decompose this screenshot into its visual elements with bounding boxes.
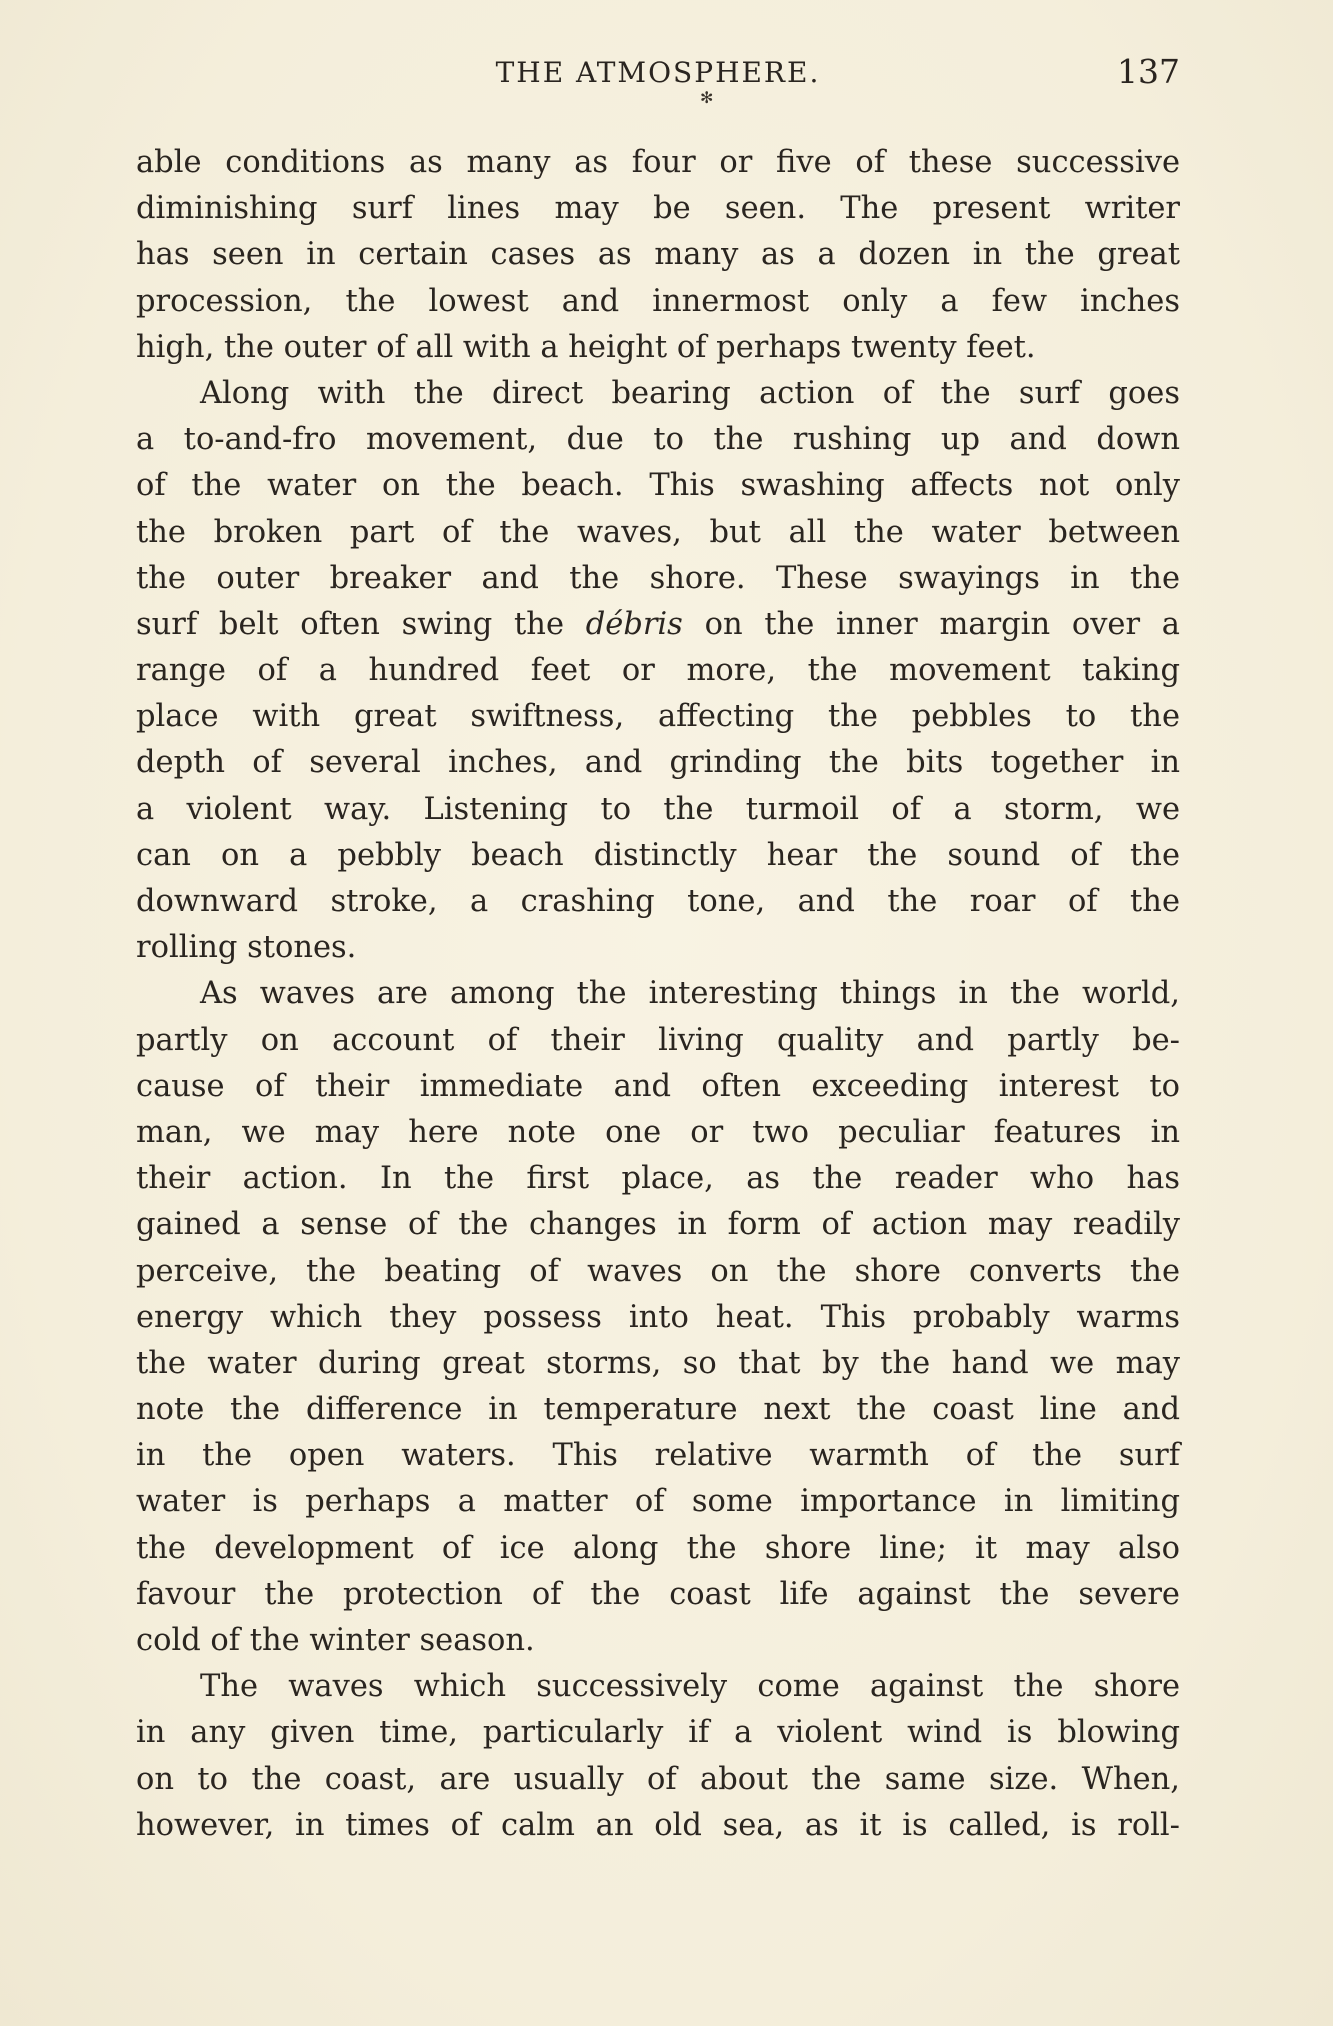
text-line: a to-and-fro movement, due to the rushing up and down — [136, 422, 1180, 458]
text-line: the broken part of the waves, but all the water between — [136, 514, 1180, 550]
text-line: however, in times of calm an old sea, as it is called, is roll- — [136, 1807, 1180, 1843]
page-number: 137 — [1117, 52, 1180, 91]
text-line — [136, 602, 1180, 648]
text-line: cold of the winter season. — [136, 1623, 535, 1658]
running-title: THE ATMOSPHERE. — [495, 56, 821, 89]
body-text — [136, 140, 1180, 1849]
text-line: place with great swiftness, affecting the pebbles to the — [136, 699, 1180, 735]
text-line: perceive, the beating of waves on the shore converts the — [136, 1253, 1180, 1289]
page-header — [136, 52, 1180, 107]
text-line: the outer breaker and the shore. These swayings in the — [136, 560, 1180, 596]
text-line: in the open waters. This relative warmth of the surf — [136, 1438, 1180, 1474]
text-line: in any given time, particularly if a violent wind is blowing — [136, 1715, 1180, 1751]
text-segment: surf belt often swing the — [136, 606, 586, 642]
text-line: cause of their immediate and often exceeding interest to — [136, 1068, 1180, 1104]
text-line: gained a sense of the changes in form of action may readily — [136, 1207, 1180, 1243]
text-line: has seen in certain cases as many as a dozen in the great — [136, 237, 1180, 273]
text-line: a violent way. Listening to the turmoil of a storm, we — [136, 791, 1180, 827]
printer-mark: ✻ — [700, 88, 714, 107]
text-line: note the difference in temperature next the coast line and — [136, 1392, 1180, 1428]
text-line: their action. In the first place, as the reader who has — [136, 1161, 1180, 1197]
text-line: the water during great storms, so that by the hand we may — [136, 1345, 1180, 1381]
text-line: Along with the direct bearing action of the surf goes — [200, 375, 1180, 411]
text-line: diminishing surf lines may be seen. The present writer — [136, 191, 1180, 227]
text-line: can on a pebbly beach distinctly hear the sound of the — [136, 837, 1180, 873]
text-line: partly on account of their living quality and partly be- — [136, 1022, 1180, 1058]
text-line: the development of ice along the shore line; it may also — [136, 1530, 1180, 1566]
text-line: man, we may here note one or two peculiar features in — [136, 1114, 1180, 1150]
text-line: on to the coast, are usually of about the same size. When, — [136, 1761, 1180, 1797]
text-line: of the water on the beach. This swashing affects not only — [136, 468, 1180, 504]
text-line: favour the protection of the coast life against the severe — [136, 1576, 1180, 1612]
text-line: able conditions as many as four or five of these successive — [136, 145, 1180, 180]
text-line: energy which they possess into heat. This probably warms — [136, 1299, 1180, 1335]
text-line: water is perhaps a matter of some importance in limiting — [136, 1484, 1180, 1520]
text-line: rolling stones. — [136, 930, 357, 966]
italic-word: débris — [585, 606, 683, 642]
text-line: The waves which successively come against the shore — [200, 1669, 1180, 1705]
text-line: procession, the lowest and innermost only a few inches — [136, 283, 1180, 319]
text-segment: on the inner margin over a — [682, 606, 1180, 642]
text-line: downward stroke, a crashing tone, and the roar of the — [136, 884, 1180, 919]
text-line: depth of several inches, and grinding the bits together in — [136, 745, 1180, 781]
text-line: As waves are among the interesting things in the world, — [200, 976, 1180, 1012]
text-line: range of a hundred feet or more, the movement taking — [136, 653, 1180, 689]
text-line: high, the outer of all with a height of perhaps twenty feet. — [136, 329, 1036, 365]
